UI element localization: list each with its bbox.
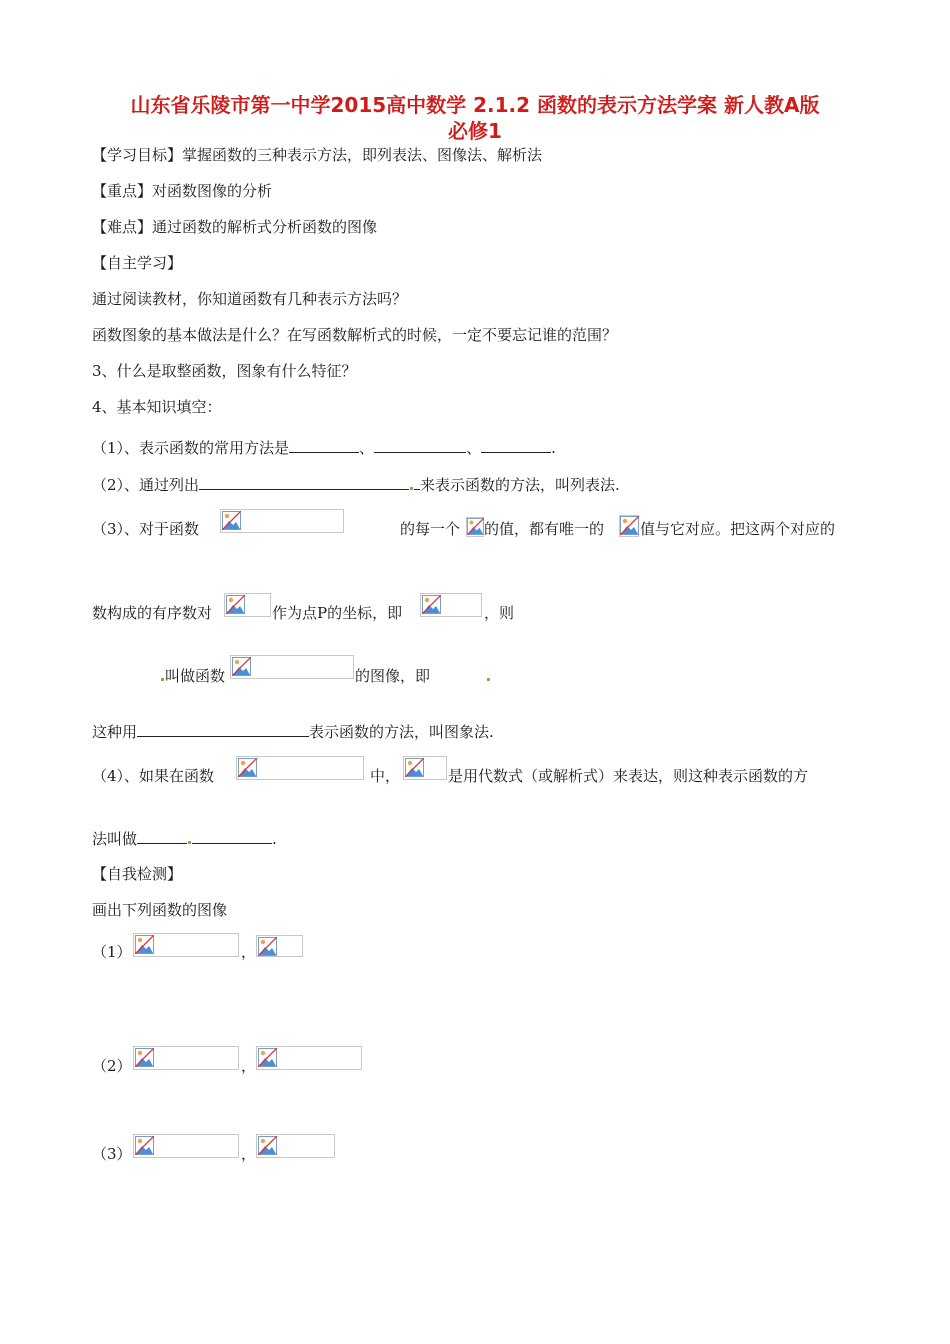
broken-image-icon — [232, 657, 251, 676]
question-1: 通过阅读教材，你知道函数有几种表示方法吗？ — [92, 290, 408, 308]
fill-item-1: （1）、表示函数的常用方法是 、 、 . — [92, 439, 556, 457]
blank-4a[interactable] — [137, 828, 187, 844]
blank-2[interactable] — [199, 474, 409, 490]
formula-image-placeholder — [133, 1046, 239, 1070]
self-check-item-3-label: （3） — [92, 1145, 132, 1163]
blank-1c[interactable] — [481, 437, 551, 453]
broken-image-icon — [258, 1136, 277, 1155]
fill-item-3-graph: 的图像，即 — [355, 667, 431, 685]
broken-image-icon — [467, 518, 484, 535]
formula-image-placeholder — [403, 756, 447, 780]
formula-image-placeholder — [619, 515, 639, 537]
self-check-heading: 【自我检测】 — [92, 865, 183, 883]
formula-image-placeholder — [133, 1134, 239, 1158]
broken-image-icon — [226, 595, 245, 614]
document-title-line1: 山东省乐陵市第一中学2015高中数学 2.1.2 函数的表示方法学案 新人教A版 — [130, 93, 820, 117]
formula-image-placeholder — [220, 509, 344, 533]
learning-objective: 【学习目标】掌握函数的三种表示方法，即列表法、图像法、解析法 — [92, 146, 543, 164]
fill-item-4-algebraic: 是用代数式（或解析式）来表达，则这种表示函数的方 — [448, 767, 809, 785]
broken-image-icon — [258, 1048, 277, 1067]
fill-item-3-then: ，则 — [484, 604, 515, 622]
blank-4b[interactable] — [192, 828, 272, 844]
self-check-item-1-sep: ， — [241, 943, 257, 961]
broken-image-icon — [222, 511, 241, 530]
fill-item-3-correspond: 值与它对应。把这两个对应的 — [640, 520, 836, 538]
broken-image-icon — [135, 1048, 154, 1067]
broken-image-icon — [258, 937, 277, 956]
document-title-line2: 必修1 — [448, 119, 502, 143]
marker-dot-wrap — [486, 666, 491, 686]
self-check-item-1-label: （1） — [92, 943, 132, 961]
formula-image-placeholder — [230, 655, 354, 679]
fill-item-4-line1: （4）、如果在函数 — [92, 767, 215, 785]
fill-item-3-line1: （3）、对于函数 — [92, 520, 200, 538]
broken-image-icon — [135, 1136, 154, 1155]
fill-item-3-as-point: 作为点P的坐标，即 — [272, 604, 403, 622]
question-4: 4、基本知识填空： — [92, 398, 222, 416]
self-check-item-3-sep: ， — [241, 1145, 257, 1163]
marker-dot — [410, 487, 413, 490]
fill-item-3-unique: 的值，都有唯一的 — [484, 520, 605, 538]
question-2: 函数图象的基本做法是什么？在写函数解析式的时候，一定不要忘记谁的范围？ — [92, 326, 618, 344]
blank-1a[interactable] — [289, 437, 359, 453]
self-study-heading: 【自主学习】 — [92, 254, 183, 272]
fill-item-3-line4: 这种用 表示函数的方法，叫图象法. — [92, 723, 494, 741]
formula-image-placeholder — [133, 933, 239, 957]
marker-dot — [487, 678, 490, 681]
formula-image-placeholder — [466, 517, 484, 537]
fill-item-4-in: 中， — [370, 767, 401, 785]
fill-item-2: （2）、通过列出 来表示函数的方法，叫列表法. — [92, 476, 620, 494]
question-3: 3、什么是取整函数，图象有什么特征？ — [92, 362, 357, 380]
fill-item-4-line2: 法叫做 . — [92, 830, 277, 848]
broken-image-icon — [405, 758, 424, 777]
formula-image-placeholder — [224, 593, 271, 617]
self-check-instruction: 画出下列函数的图像 — [92, 901, 228, 919]
marker-dot — [161, 678, 164, 681]
marker-dot — [188, 841, 191, 844]
fill-item-3-line2: 数构成的有序数对 — [92, 604, 213, 622]
self-check-item-2-label: （2） — [92, 1057, 132, 1075]
formula-image-placeholder — [236, 756, 364, 780]
broken-image-icon — [135, 935, 154, 954]
formula-image-placeholder — [256, 1134, 335, 1158]
key-point: 【重点】对函数图像的分析 — [92, 182, 273, 200]
fill-item-3-line3: 叫做函数 — [160, 666, 225, 686]
broken-image-icon — [238, 758, 257, 777]
difficulty-point: 【难点】通过函数的解析式分析函数的图像 — [92, 218, 378, 236]
self-check-item-2-sep: ， — [241, 1057, 257, 1075]
blank-1b[interactable] — [374, 437, 466, 453]
fill-item-3-each: 的每一个 — [400, 520, 461, 538]
blank-3[interactable] — [137, 721, 309, 737]
formula-image-placeholder — [256, 1046, 362, 1070]
formula-image-placeholder — [256, 935, 303, 957]
broken-image-icon — [620, 516, 639, 535]
formula-image-placeholder — [420, 593, 482, 617]
broken-image-icon — [422, 595, 441, 614]
